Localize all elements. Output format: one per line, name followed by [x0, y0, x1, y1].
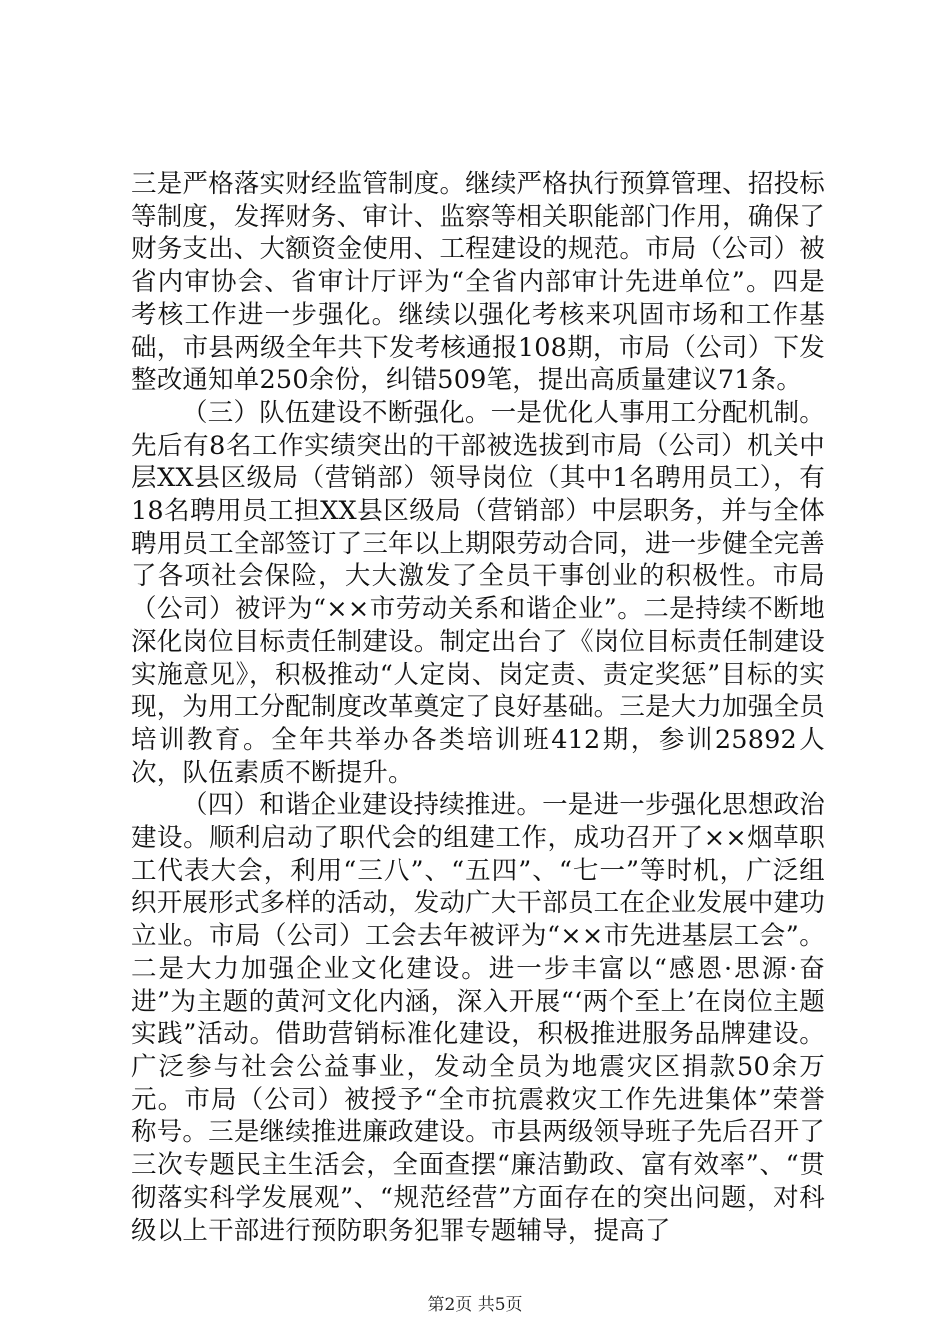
paragraph-1: 三是严格落实财经监管制度。继续严格执行预算管理、招投标等制度，发挥财务、审计、监察等相关职能部门作用，确保了财务支出、大额资金使用、工程建设的规范。市局（公司）被省内审协会、省审计厅评为“全省内部审计先进单位”。四是考核工作进一步强化。继续以强化考核来巩固市场和工作基础，市县两级全年共下发考核通报108期，市局（公司）下发整改通知单250余份，纠错509笔，提出高质量建议71条。	[131, 169, 825, 396]
paragraph-2: （三）队伍建设不断强化。一是优化人事用工分配机制。先后有8名工作实绩突出的干部被选拔到市局（公司）机关中层XX县区级局（营销部）领导岗位（其中1名聘用员工），有18名聘用员工担XX县区级局（营销部）中层职务，并与全体聘用员工全部签订了三年以上期限劳动合同，进一步健全完善了各项社会保险，大大激发了全员干事创业的积极性。市局（公司）被评为“××市劳动关系和谐企业”。二是持续不断地深化岗位目标责任制建设。制定出台了《岗位目标责任制建设实施意见》，积极推动“人定岗、岗定责、责定奖惩”目标的实现，为用工分配制度改革奠定了良好基础。三是大力加强全员培训教育。全年共举办各类培训班412期，参训25892人次，队伍素质不断提升。	[131, 397, 825, 788]
page-footer: 第2页 共5页	[427, 1295, 523, 1315]
paragraph-3: （四）和谐企业建设持续推进。一是进一步强化思想政治建设。顺利启动了职代会的组建工作，成功召开了××烟草职工代表大会，利用“三八”、“五四”、“七一”等时机，广泛组织开展形式多样的活动，发动广大干部员工在企业发展中建功立业。市局（公司）工会去年被评为“××市先进基层工会”。二是大力加强企业文化建设。进一步丰富以“感恩·思源·奋进”为主题的黄河文化内涵，深入开展“‘两个至上’在岗位主题实践”活动。借助营销标准化建设，积极推进服务品牌建设。广泛参与社会公益事业，发动全员为地震灾区捐款50余万元。市局（公司）被授予“全市抗震救灾工作先进集体”荣誉称号。三是继续推进廉政建设。市县两级领导班子先后召开了三次专题民主生活会，全面查摆“廉洁勤政、富有效率”、“贯彻落实科学发展观”、“规范经营”方面存在的突出问题，对科级以上干部进行预防职务犯罪专题辅导，提高了	[131, 790, 825, 1246]
document-body	[131, 168, 825, 1247]
